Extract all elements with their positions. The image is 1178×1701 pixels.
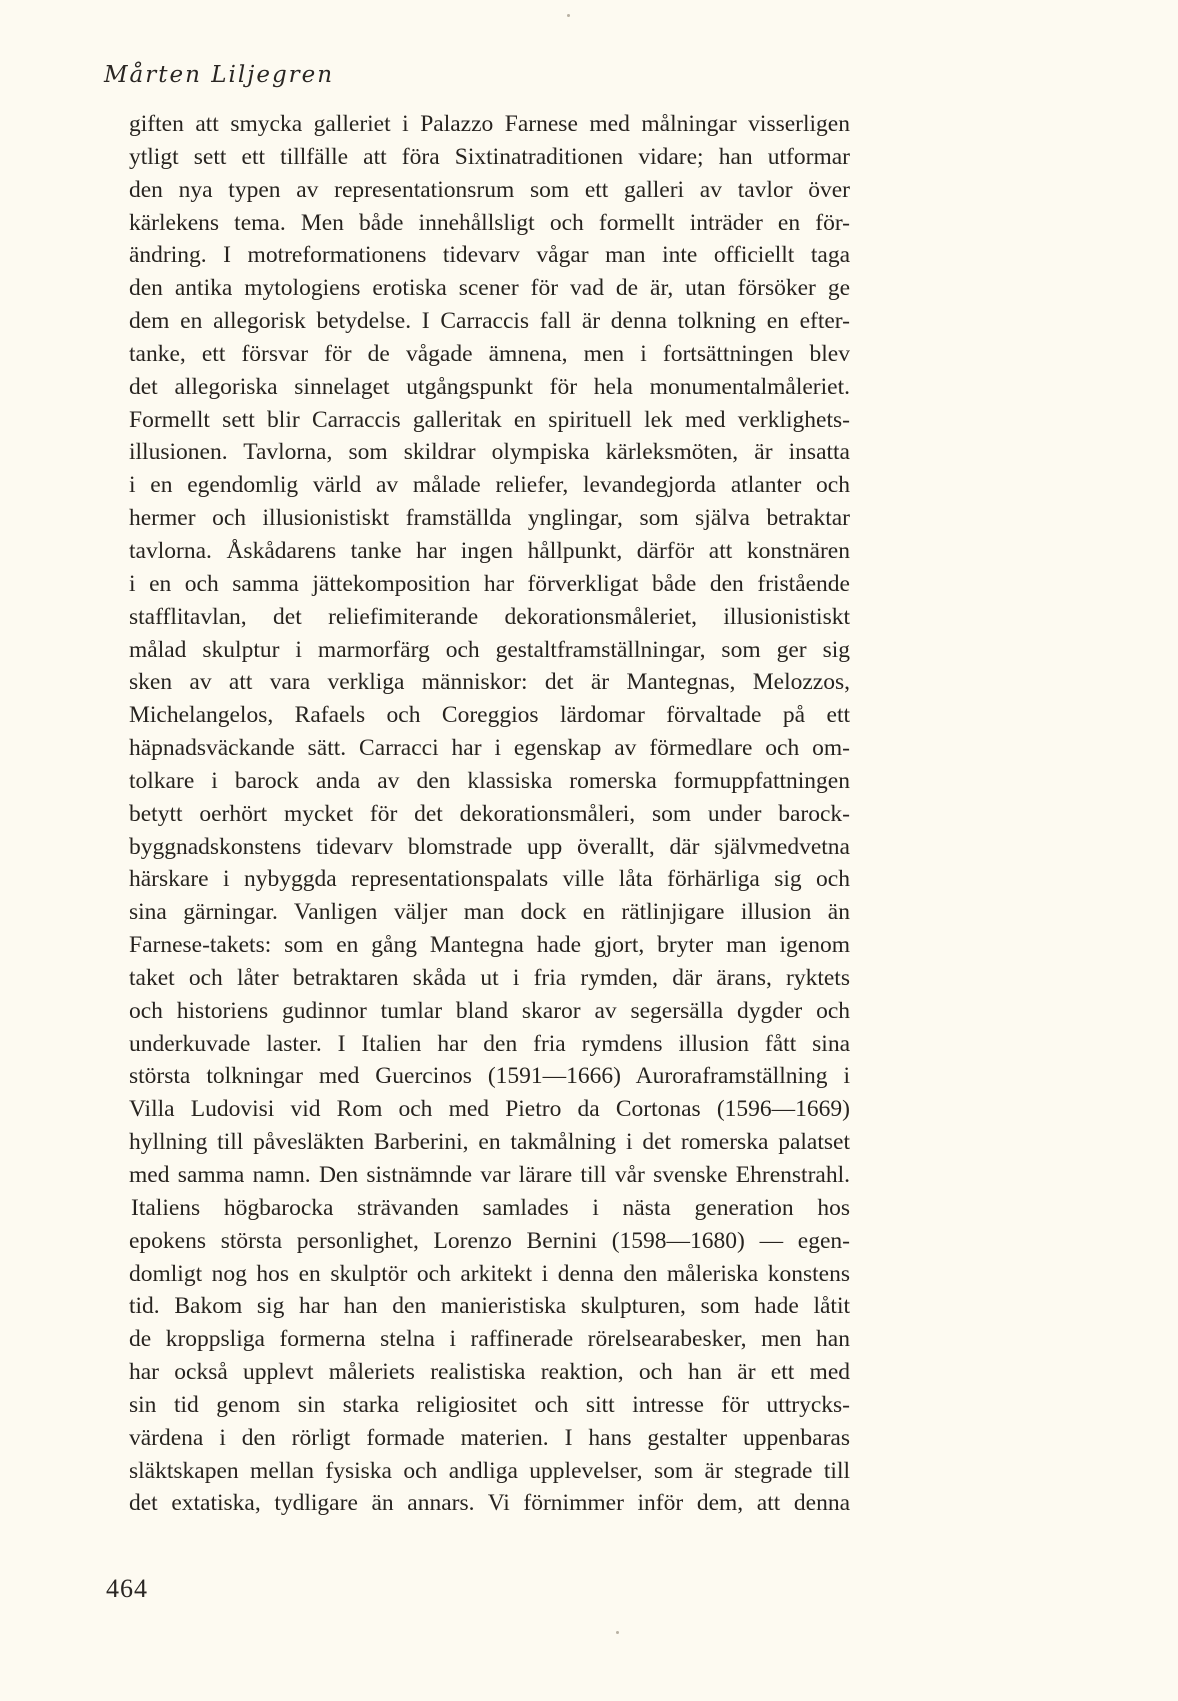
text-line: sken av att vara verkliga människor: det är Mantegnas, Melozzos, [129, 669, 850, 696]
page-number: 464 [106, 1574, 148, 1603]
text-line: Michelangelos, Rafaels och Coreggios lärdomar förvaltade på ett [129, 702, 850, 729]
paper-speck [616, 1631, 619, 1634]
text-line: hyllning till påvesläkten Barberini, en takmålning i det romerska palatset [129, 1129, 850, 1156]
text-line: i en egendomlig värld av målade reliefer, levandegjorda atlanter och [129, 472, 850, 499]
text-line: illusionen. Tavlorna, som skildrar olympiska kärleksmöten, är insatta [129, 439, 850, 466]
text-line: Farnese-takets: som en gång Mantegna hade gjort, bryter man igenom [129, 932, 850, 959]
paragraph-start-line: Italiens högbarocka strävanden samlades i nästa generation hos [131, 1194, 850, 1221]
text-line: största tolkningar med Guercinos (1591—1666) Auroraframställning i [129, 1063, 850, 1090]
text-line: domligt nog hos en skulptör och arkitekt i denna den måleriska konstens [129, 1260, 850, 1287]
text-line: de kroppsliga formerna stelna i raffinerade rörelsearabesker, men han [129, 1326, 850, 1353]
text-line: det extatiska, tydligare än annars. Vi förnimmer inför dem, att denna [129, 1490, 850, 1517]
text-line: ändring. I motreformationens tidevarv vågar man inte officiellt taga [129, 242, 850, 269]
text-line: sina gärningar. Vanligen väljer man dock en rätlinjigare illusion än [129, 899, 850, 926]
text-line: ytligt sett ett tillfälle att föra Sixtinatraditionen vidare; han utformar [129, 143, 850, 170]
text-line: häpnadsväckande sätt. Carracci har i egenskap av förmedlare och om- [129, 735, 850, 762]
text-line: byggnadskonstens tidevarv blomstrade upp överallt, där självmedvetna [129, 833, 850, 860]
paper-speck [567, 14, 570, 17]
text-line: epokens största personlighet, Lorenzo Bernini (1598—1680) — egen- [129, 1227, 850, 1254]
text-line: det allegoriska sinnelaget utgångspunkt för hela monumentalmåleriet. [129, 373, 850, 400]
text-line: målad skulptur i marmorfärg och gestaltframställningar, som ger sig [129, 636, 850, 663]
text-line: tanke, ett försvar för de vågade ämnena, men i fortsättningen blev [129, 340, 850, 367]
text-line: tavlorna. Åskådarens tanke har ingen hållpunkt, därför att konstnären [129, 537, 850, 564]
text-line: stafflitavlan, det reliefimiterande dekorationsmåleriet, illusionistiskt [129, 603, 850, 630]
text-line: giften att smycka galleriet i Palazzo Farnese med målningar visserligen [129, 111, 850, 137]
text-line: den nya typen av representationsrum som ett galleri av tavlor över [129, 176, 850, 203]
text-line: värdena i den rörligt formade materien. I hans gestalter uppenbaras [129, 1424, 850, 1451]
text-line: har också upplevt måleriets realistiska reaktion, och han är ett med [129, 1359, 850, 1386]
text-line: släktskapen mellan fysiska och andliga upplevelser, som är stegrade till [129, 1457, 850, 1484]
text-line: betytt oerhört mycket för det dekorationsmåleri, som under barock- [129, 800, 850, 827]
text-line: Villa Ludovisi vid Rom och med Pietro da Cortonas (1596—1669) [129, 1096, 850, 1123]
text-line: underkuvade laster. I Italien har den fria rymdens illusion fått sina [129, 1030, 850, 1057]
text-line: dem en allegorisk betydelse. I Carraccis fall är denna tolkning en efter- [129, 308, 850, 335]
text-line: tolkare i barock anda av den klassiska romerska formuppfattningen [129, 767, 850, 794]
running-head: Mårten Liljegren [104, 62, 335, 88]
text-line: tid. Bakom sig har han den manieristiska skulpturen, som hade låtit [129, 1293, 850, 1320]
text-line: härskare i nybyggda representationspalats ville låta förhärliga sig och [129, 866, 850, 893]
text-line: taket och låter betraktaren skåda ut i fria rymden, där ärans, ryktets [129, 964, 850, 991]
text-line: den antika mytologiens erotiska scener för vad de är, utan försöker ge [129, 275, 850, 302]
text-line: med samma namn. Den sistnämnde var lärare till vår svenske Ehrenstrahl. [129, 1162, 850, 1188]
text-line: Formellt sett blir Carraccis galleritak en spirituell lek med verklighets- [129, 406, 850, 433]
text-line: hermer och illusionistiskt framställda ynglingar, som själva betraktar [129, 505, 850, 532]
text-line: och historiens gudinnor tumlar bland skaror av segersälla dygder och [129, 997, 850, 1024]
text-line: i en och samma jättekomposition har förverkligat både den fristående [129, 570, 850, 597]
text-line: kärlekens tema. Men både innehållsligt och formellt inträder en för- [129, 209, 850, 236]
body-text [129, 108, 850, 1520]
text-line: sin tid genom sin starka religiositet och sitt intresse för uttrycks- [129, 1391, 850, 1418]
